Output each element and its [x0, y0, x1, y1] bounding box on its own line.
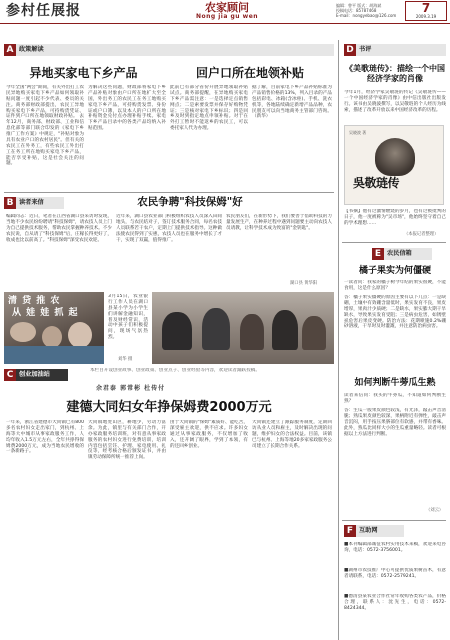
person-figure: [240, 314, 264, 350]
person-figure: [302, 316, 326, 350]
section-title: 书评: [359, 46, 372, 54]
section-f-header: [344, 525, 404, 537]
person-figure: [202, 308, 230, 350]
meta-line: 编辑：曾平 版式：胡海斌: [336, 3, 382, 8]
photo-credit: 刘华 摄: [118, 357, 133, 362]
article-a-col4: 据了解，目前家电下乡产品补贴标准为产品销售价格的13%，列入目录的产品包括彩电、冰箱(含冰柜)、手机、洗衣机等，各地陆续确定新增产品品种，农民朋友可以向当地商务主管部门咨询。（新华）: [252, 85, 332, 120]
page-number: 7: [421, 1, 431, 15]
article-b-col1: 编辑同志：近日，笔者在江西省湖口县采访时发现，当地不少农民纷纷聘请"科技保姆"，请农技人员上门为自己提供技术服务，帮助农民掌握种养技术。不少农民说，自从请了"科技保姆"后，庄稼长得更好了，收成也比以前高了。"科技保姆"深受农民欢迎。: [6, 214, 112, 243]
section-letter: B: [4, 197, 16, 209]
photo-caption-big: 从 娃 娃 抓 起: [12, 308, 79, 318]
section-title: 农民信箱: [387, 250, 412, 258]
section-title: 政策解读: [19, 46, 44, 54]
section-d-header: [344, 44, 446, 56]
article-b-col3: 农民朋友们，在新形势下，我们要善于借助科技的力量发展生产，在种养过程中遇到问题要主动向农技人员请教，让科学技术成为致富的"金钥匙"。: [226, 214, 332, 231]
headline-a1: 异地买家电下乡产品: [29, 66, 138, 80]
meta-line: 投稿电话：85787468: [336, 8, 377, 13]
masthead-meta: [336, 3, 396, 18]
headline-a2: 回户口所在地领补贴: [195, 66, 304, 80]
review-text: 今年1月，经济学家吴敬琏的传记《吴敬琏传——一个中国经济学家的肖像》由中信出版社出版发行。该书由吴晓波撰写，以吴敬琏的个人经历为线索，描述了改革开放以来中国经济改革的历程。: [344, 90, 446, 113]
book-author: 吴晓波 著: [349, 130, 367, 135]
byline: 余君泰 郭常彬 杜传付: [96, 385, 166, 392]
meta-line: E-mail：nongyebao@126.com: [336, 13, 397, 18]
review-source: （本报记者整理）: [404, 232, 439, 237]
section-title: 互助网: [359, 527, 378, 535]
headline-c: 建德大同妇女年挣保姆费2000万元: [66, 400, 272, 415]
article-b-col2: 近年来，湖口县农业部门积极组织农技人员深入田间地头，与农民结对子，签订技术服务合同，每名农技人员联系若干农户，定期上门提供技术指导。这种做法使农民得到了实惠，农技人员也在服务中增长了才干，实现了双赢，值得推广。: [116, 214, 222, 243]
section-a-header: [4, 44, 334, 56]
article-c-col1: 一年来，浙江省建德市大同镇已有800多名农村妇女走出家门，到杭州、上海等大中城市从事家政服务工作，人均年收入1.5万元左右，全年共挣得保姆费2000万元，成为当地农民增收的一条新路子。: [6, 420, 84, 455]
article-c-col4: 大同镇还建立了跟踪服务制度，定期回访从业人员和雇主，及时解决出现的问题，维护妇女的合法权益。目前，该镇已与杭州、上海等地20多家家政服务公司建立了长期合作关系。: [252, 420, 332, 449]
letter-signature: 湖口县 黄华阳: [290, 281, 318, 286]
answer-signature: （刘云）: [426, 508, 444, 513]
news-photo: [4, 292, 104, 364]
article-c-col2: 大同镇地处山区，耕地少，劳动力富余。为此，镇里与有关部门合作，开办家政服务培训班，对有意从事家政服务的农村妇女进行免费培训，培训内容包括烹饪、护理、家电使用、礼仪等，经考核合格后颁发证书，并由镇劳动保障所统一推荐上岗。: [88, 420, 166, 461]
listing-item: ■德清县某农业合作社常年收购各类农产品，价格合理，联系人：沈先生，电话：0572-8424344。: [344, 594, 446, 611]
person-figure: [68, 322, 92, 348]
article-a-col1: 今年全国"两会"期间，有关外出打工农民异地购买家电下乡产品如何领取补贴问题一度引起不少代表、委员的关注。商务部财政部提出，农民工异地购买家电下乡产品，可持购货凭证、证件到户口所在地领取财政补贴。 去年12月，商务部、财政部、工业和信息化部等部门联合印发的《家电下乡推广工作方案》中规定，"补贴对象为具有农业户口的农村居民"。但有关的农民工在外务工，有些农民工外出打工在务工所在地购买家电下乡产品，能否享受补贴，这是社会关注的问题。: [6, 85, 84, 167]
column-title-cn: 农家顾问: [205, 1, 249, 14]
listing-item: ■本刊编辑部诚征农村实用技术来稿，欢迎来电咨询，电话：0572-3756001。: [344, 542, 446, 553]
question-lead-1: 一读者问：我家的橘子树今年结的果实很硬，不能食用，这是什么原因？: [344, 280, 446, 291]
column-title: [172, 2, 282, 22]
article-c-col3: 由于大同镇的"保姆"素质好、能吃苦，深受雇主欢迎，供不应求。许多妇女通过从事家政服务，不仅增加了收入，还开阔了眼界，学到了本领，有的还回乡创业。: [170, 420, 248, 449]
column-title-pinyin: Nong jia gu wen: [195, 13, 259, 20]
divider: [342, 242, 446, 243]
section-title: 创业加油站: [19, 371, 50, 379]
section-letter: C: [4, 369, 16, 381]
question-lead-2: 读者来信问：我买的牛蒡瓜，不知道如何判断生熟？: [344, 393, 446, 404]
masthead: [0, 0, 450, 24]
column-divider: [338, 40, 339, 640]
divider: [4, 192, 334, 193]
headline-b: 农民争聘"科技保姆"好: [137, 196, 243, 208]
column-intro: 本栏目开设创业故事、创业政策、创业点子、创业经验等内容，欢迎读者踊跃投稿。: [90, 368, 260, 373]
book-title: 吳敬琏传: [353, 176, 400, 190]
paper-logo: 参村任展报: [6, 3, 81, 19]
headline-d: 《美歌琏传》：描绘一个中国经济学家的肖像: [345, 64, 445, 83]
section-c-header: [4, 369, 68, 381]
section-e-header: [372, 248, 432, 260]
page-number-box: [405, 1, 447, 21]
section-letter: F: [344, 525, 356, 537]
article-a-col3: 此前已有部分省份开展异地领取补贴试点。商务部提醒，在异地购买家电下乡产品需注意：一是选择定点销售网点；二是索要发票并保存好购物凭证；三是核对家电下乡标识；四是回乡及时到指定地点申领补贴。对于在外打工暂时不能返乡的农民工，可以委托家人代为办理。: [170, 85, 248, 132]
divider: [342, 520, 446, 521]
answer-1: 答：橘子果实僵硬的原因主要有以下几点：一是缺硼，土壤中有效硼含量低时，果实发育不良，果皮增厚，果肉汁少质硬；二是缺水，果实膨大期干旱缺水，导致果实发育受阻；三是病虫危害，如锈壁虱危害后果皮变硬。防治方法：花期喷施0.2%硼砂溶液，干旱时及时灌溉，并注意防治病虫害。: [344, 295, 446, 330]
article-a-col2: 为解决这些问题，财政部将家电下乡产品补贴对象由户口所在地扩大至全国，外出务工的农民工在务工地购买家电下乡产品，可持购货发票、身份证或户口簿，以及本人的户口所在地补贴资金兑付点办理补贴手续。家电下乡产品目录中的各类产品均纳入补贴范围。: [88, 85, 166, 132]
section-letter: A: [4, 44, 16, 56]
book-excerpt: 【书摘】他有过激情燃烧的岁月，也有过被批判的日子，他一度被称为"吴市场"，他始终坚守着自己的学术理想……: [344, 209, 446, 226]
section-title: 读者来信: [19, 199, 44, 207]
listing-item: ■湖州市农技推广中心可提供优质果树苗木，有意者请联系，电话：0572-2579241。: [344, 568, 446, 579]
person-figure: [272, 310, 298, 350]
book-cover: [344, 125, 444, 205]
question-title-1: 橘子果实为何僵硬: [358, 266, 431, 276]
section-letter: D: [344, 44, 356, 56]
photo-caption-text: 3月15日，农业银行工作人员在湖口县某小学为小学生们讲解金融知识，普及财经常识，活动中孩子们积极提问，现场气氛热烈。: [108, 294, 148, 341]
person-figure: [162, 312, 192, 350]
section-b-header: [4, 197, 64, 209]
section-letter: E: [372, 248, 384, 260]
answer-2: 答：生瓜一般果皮颜色较浅，有光泽，敲击声音清脆；熟瓜果皮颜色较深，果柄附近有弹性，敲击声音沉闷，用手按压果脐部位有软感，并带有香味。此外，熟瓜比同样大小的生瓜重量略轻。读者可根据以上方法进行判断。: [344, 408, 446, 437]
issue-date: 2009.3.19: [415, 14, 437, 19]
news-photo-2: [152, 292, 334, 364]
photo-foreground: [4, 346, 104, 364]
person-figure: [42, 326, 62, 348]
person-figure: [10, 322, 36, 342]
portrait-image: [375, 138, 415, 176]
question-title-2: 如何判断牛蒡瓜生熟: [354, 378, 436, 388]
photo-caption-big: 清 贷 推 农: [8, 296, 61, 306]
